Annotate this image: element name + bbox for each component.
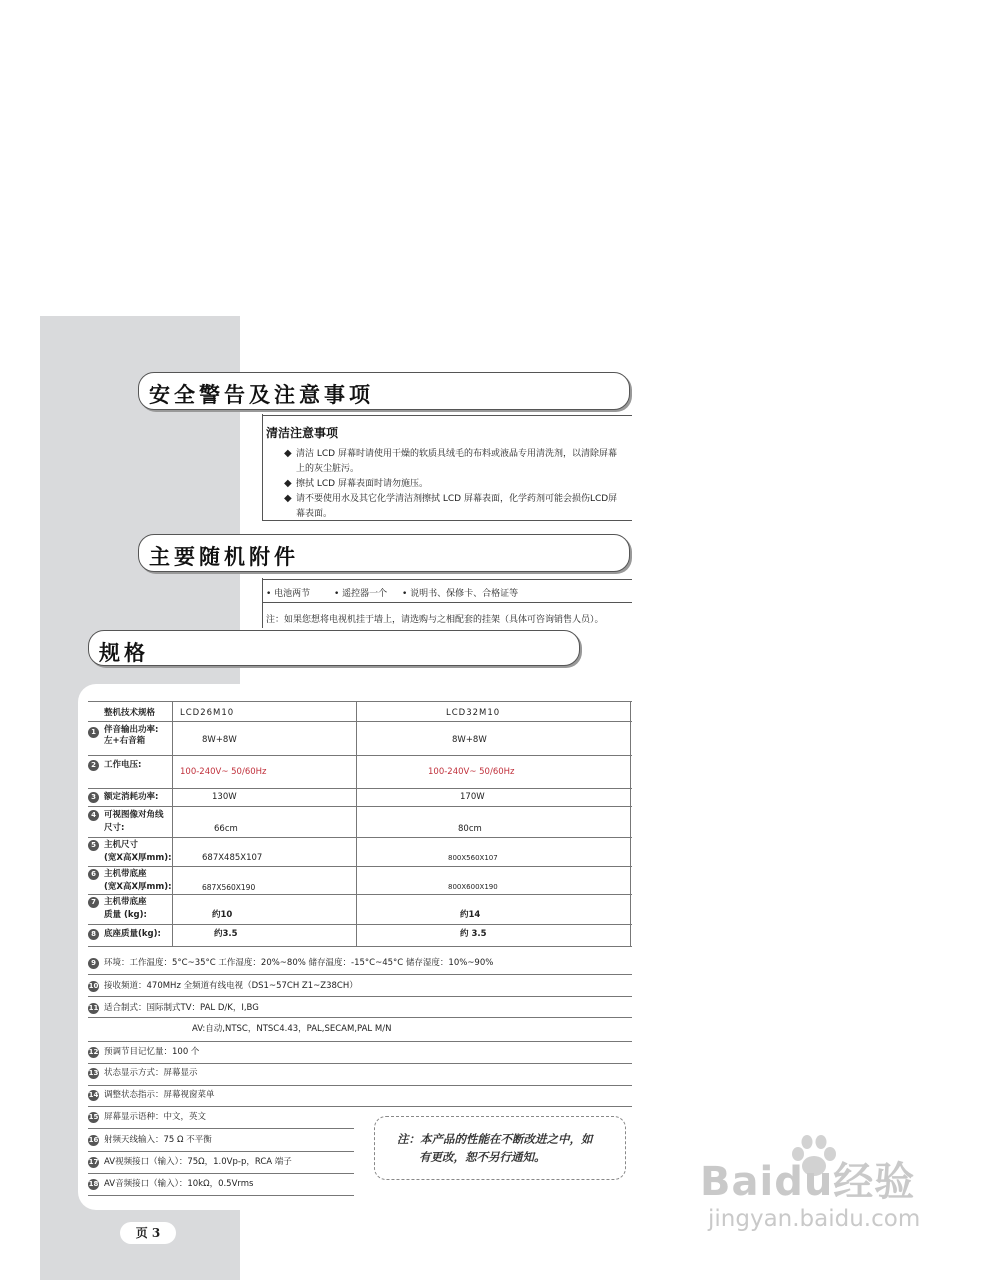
section-divider [262, 414, 263, 520]
spec-list-item: 环境：工作温度：5°C~35°C 工作湿度：20%~80% 储存温度：-15°C~45°C 储存湿度：10%~90% [104, 958, 494, 968]
section-divider [262, 579, 632, 580]
notice-line: 有更改，恕不另行通知。 [419, 1150, 546, 1164]
cleaning-item: ◆ 请不要使用水及其它化学清洁剂擦拭 LCD 屏幕表面，化学药剂可能会损伤LCD屏 幕表面。 [284, 493, 618, 519]
row-value: 800X600X190 [448, 883, 498, 891]
accessory-item: • 电池两节 [266, 589, 311, 599]
row-label: 底座质量(kg): [104, 929, 161, 939]
row-value: 100-240V~ 50/60Hz [428, 767, 515, 777]
section-title-accessories-text: 主要随机附件 [149, 544, 299, 569]
notice-box [374, 1116, 626, 1180]
table-header: 整机技术规格 [104, 708, 156, 718]
row-value: 130W [212, 792, 237, 802]
row-value: 66cm [214, 824, 238, 834]
row-number-badge: 1 [88, 727, 99, 738]
row-number-badge: 15 [88, 1113, 99, 1121]
row-value: 80cm [458, 824, 482, 834]
spec-list-item: 调整状态指示：屏幕视窗菜单 [104, 1090, 215, 1100]
row-label: 主机带底座 [104, 869, 147, 879]
section-title-safety-text: 安全警告及注意事项 [149, 382, 374, 407]
notice-line: 注：本产品的性能在不断改进之中，如 [397, 1132, 593, 1146]
row-value: 约14 [460, 910, 481, 920]
row-value: 687X485X107 [202, 853, 263, 863]
row-label: (宽X高X厚mm): [104, 853, 172, 863]
row-value: 687X560X190 [202, 883, 256, 892]
row-label: 尺寸: [104, 823, 125, 833]
row-number-badge: 5 [88, 840, 99, 851]
watermark-url: jingyan.baidu.com [708, 1206, 921, 1232]
row-number-badge: 17 [88, 1158, 99, 1166]
spec-list-item: 射频天线输入：75 Ω 不平衡 [104, 1135, 212, 1145]
row-number-badge: 4 [88, 810, 99, 821]
page-number: 页 3 [120, 1222, 176, 1244]
accessory-note: 注：如果您想将电视机挂于墙上，请选购与之相配套的挂架（具体可咨询销售人员）。 [266, 615, 604, 625]
row-number-badge: 16 [88, 1136, 99, 1144]
row-number-badge: 13 [88, 1069, 99, 1077]
row-label: 主机带底座 [104, 897, 147, 907]
row-value: 170W [460, 792, 485, 802]
section-divider [262, 578, 263, 628]
diamond-bullet-icon: ◆ [284, 493, 292, 504]
row-value: 100-240V~ 50/60Hz [180, 767, 267, 777]
row-number-badge: 2 [88, 760, 99, 771]
table-header: LCD26M10 [180, 708, 235, 718]
row-label: 工作电压: [104, 760, 142, 770]
cleaning-item: ◆ 擦拭 LCD 屏幕表面时请勿施压。 [284, 478, 428, 489]
section-divider [262, 520, 632, 521]
row-label: 可视图像对角线 [104, 810, 164, 820]
row-label: 伴音输出功率: [104, 725, 159, 735]
cleaning-item: ◆ 清洁 LCD 屏幕时请使用干燥的软质具绒毛的布料或液晶专用清洗剂，以清除屏幕 上的灰尘脏污。 [284, 448, 617, 474]
row-value: 约3.5 [214, 929, 238, 939]
spec-list-item: AV:自动,NTSC，NTSC4.43，PAL,SECAM,PAL M/N [192, 1024, 392, 1034]
row-number-badge: 7 [88, 897, 99, 908]
row-number-badge: 10 [88, 982, 99, 990]
row-label: 质量 (kg): [104, 910, 147, 920]
row-number-badge: 8 [88, 929, 99, 940]
row-value: 约 3.5 [460, 929, 487, 939]
row-value: 8W+8W [452, 735, 487, 745]
section-divider [262, 415, 632, 416]
row-number-badge: 18 [88, 1180, 99, 1188]
spec-list-item: 状态显示方式：屏幕显示 [104, 1068, 198, 1078]
row-label: 主机尺寸 [104, 840, 139, 850]
cleaning-heading: 清洁注意事项 [266, 426, 339, 440]
spec-list-item: 适合制式：国际制式TV：PAL D/K，I,BG [104, 1003, 259, 1013]
row-number-badge: 14 [88, 1091, 99, 1099]
diamond-bullet-icon: ◆ [284, 448, 292, 459]
spec-list-item: AV音频接口（输入）：10kΩ，0.5Vrms [104, 1179, 254, 1189]
section-title-accessories [138, 534, 630, 572]
row-value: 8W+8W [202, 735, 237, 745]
section-title-safety [138, 372, 630, 410]
row-number-badge: 12 [88, 1048, 99, 1056]
accessory-item: • 说明书、保修卡、合格证等 [402, 589, 519, 599]
section-title-specs-text: 规格 [99, 640, 149, 665]
accessory-item: • 遥控器一个 [334, 589, 388, 599]
row-number-badge: 9 [88, 958, 99, 969]
table-header: LCD32M10 [446, 708, 501, 718]
section-divider [262, 602, 632, 603]
watermark-logo: Baidu经验 [700, 1159, 916, 1205]
spec-list-item: AV视频接口（输入）：75Ω，1.0Vp-p，RCA 端子 [104, 1157, 292, 1167]
spec-list-item: 预调节目记忆量：100 个 [104, 1047, 200, 1057]
row-number-badge: 3 [88, 792, 99, 803]
row-number-badge: 11 [88, 1004, 99, 1012]
row-label: (宽X高X厚mm): [104, 882, 172, 892]
spec-list-item: 接收频道：470MHz 全频道有线电视（DS1~57CH Z1~Z38CH） [104, 981, 358, 991]
row-label: 左+右音箱 [104, 736, 146, 746]
diamond-bullet-icon: ◆ [284, 478, 292, 489]
row-label: 额定消耗功率: [104, 792, 159, 802]
spec-list-item: 屏幕显示语种：中文，英文 [104, 1112, 207, 1122]
row-value: 约10 [212, 910, 233, 920]
section-title-specs [88, 630, 580, 666]
row-number-badge: 6 [88, 869, 99, 880]
row-value: 800X560X107 [448, 854, 498, 862]
